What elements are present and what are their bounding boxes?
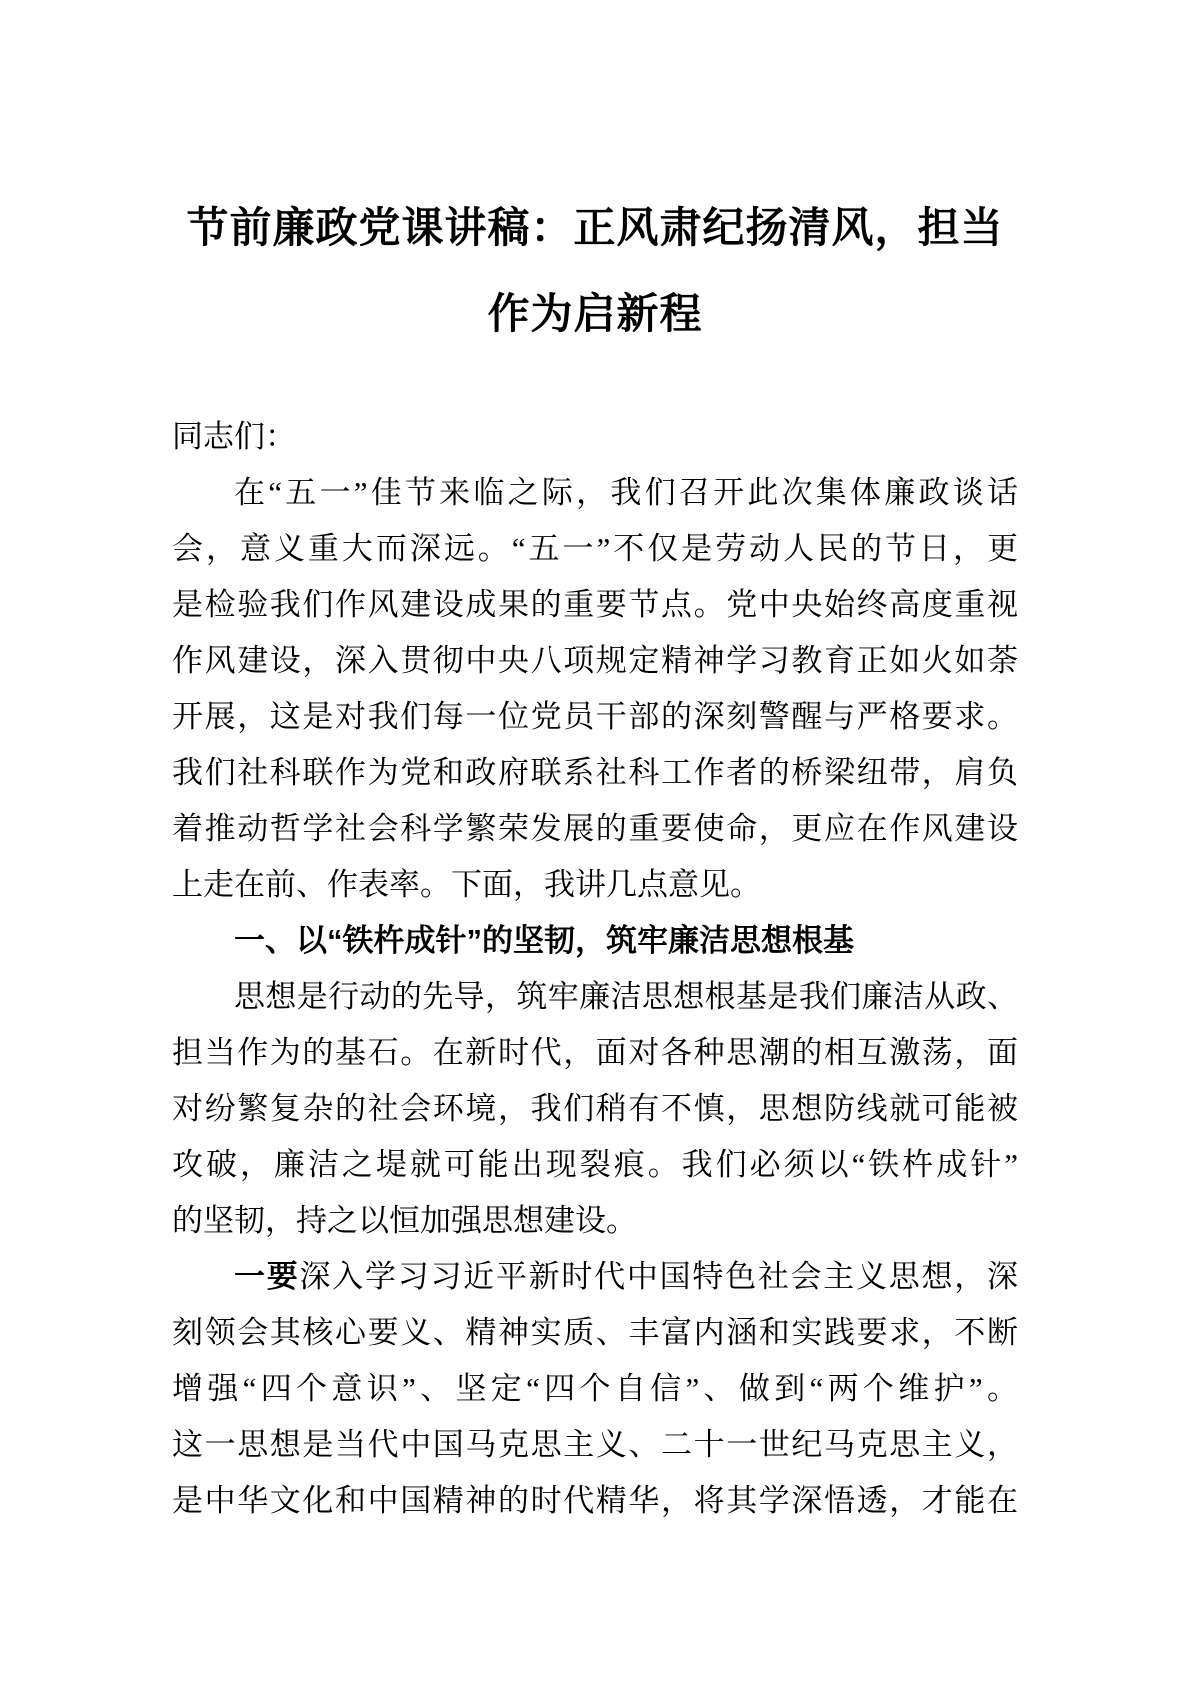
body-text-line: [172, 1025, 1018, 1081]
document-body: [172, 409, 1018, 1529]
document-title-line-2: 作为启新程: [487, 292, 703, 338]
text-run: 我们社科联作为党和政府联系社科工作者的桥梁纽带，肩负: [172, 755, 1018, 790]
text-run: 担当作为的基石。在新时代，面对各种思潮的相互激荡，面: [172, 1035, 1018, 1070]
document-title: [0, 0, 1190, 358]
text-run: 思想是行动的先导，筑牢廉洁思想根基是我们廉洁从政、: [234, 979, 1018, 1014]
text-run: 会，意义重大而深远。“五一”不仅是劳动人民的节日，更: [172, 531, 1018, 566]
text-run: 增强“四个意识”、坚定“四个自信”、做到“两个维护”。: [172, 1371, 1018, 1406]
text-run: 是中华文化和中国精神的时代精华，将其学深悟透，才能在: [172, 1483, 1018, 1518]
text-run: 深入学习习近平新时代中国特色社会主义思想，深: [299, 1259, 1019, 1294]
body-text-line: [172, 1305, 1018, 1361]
body-text-line: [172, 521, 1018, 577]
text-run: 同志们：: [172, 419, 296, 454]
body-text-line: [172, 1081, 1018, 1137]
text-run: 作风建设，深入贯彻中央八项规定精神学习教育正如火如荼: [172, 643, 1018, 678]
text-run: 开展，这是对我们每一位党员干部的深刻警醒与严格要求。: [172, 699, 1018, 734]
body-text-line: [172, 1473, 1018, 1529]
body-text-line: [172, 465, 1018, 521]
body-text-line: [172, 801, 1018, 857]
body-text-line: [172, 1137, 1018, 1193]
body-text-line: [172, 1193, 1018, 1249]
body-text-line: [172, 1361, 1018, 1417]
text-run: 上走在前、作表率。下面，我讲几点意见。: [172, 867, 761, 902]
text-run: 在“五一”佳节来临之际，我们召开此次集体廉政谈话: [234, 475, 1018, 510]
bold-text-run: 一、以“铁杵成针”的坚韧，筑牢廉洁思想根基: [234, 923, 854, 958]
text-run: 的坚韧，持之以恒加强思想建设。: [172, 1203, 637, 1238]
text-run: 刻领会其核心要义、精神实质、丰富内涵和实践要求，不断: [172, 1315, 1018, 1350]
body-text-line: [172, 577, 1018, 633]
body-text-line: [172, 857, 1018, 913]
text-run: 这一思想是当代中国马克思主义、二十一世纪马克思主义，: [172, 1427, 1018, 1462]
body-text-line: [172, 409, 1018, 465]
text-run: 是检验我们作风建设成果的重要节点。党中央始终高度重视: [172, 587, 1018, 622]
body-text-line: [172, 689, 1018, 745]
body-text-line: [172, 969, 1018, 1025]
body-text-line: [172, 1417, 1018, 1473]
text-run: 着推动哲学社会科学繁荣发展的重要使命，更应在作风建设: [172, 811, 1018, 846]
text-run: 对纷繁复杂的社会环境，我们稍有不慎，思想防线就可能被: [172, 1091, 1018, 1126]
bold-text-run: 一要: [234, 1259, 300, 1294]
document-title-line-1: 节前廉政党课讲稿：正风肃纪扬清风，担当: [186, 206, 1004, 252]
text-run: 攻破，廉洁之堤就可能出现裂痕。我们必须以“铁杵成针”: [172, 1147, 1018, 1182]
body-text-line: [172, 1249, 1018, 1305]
body-text-line: [172, 633, 1018, 689]
section-heading-line: [172, 913, 1018, 969]
body-text-line: [172, 745, 1018, 801]
